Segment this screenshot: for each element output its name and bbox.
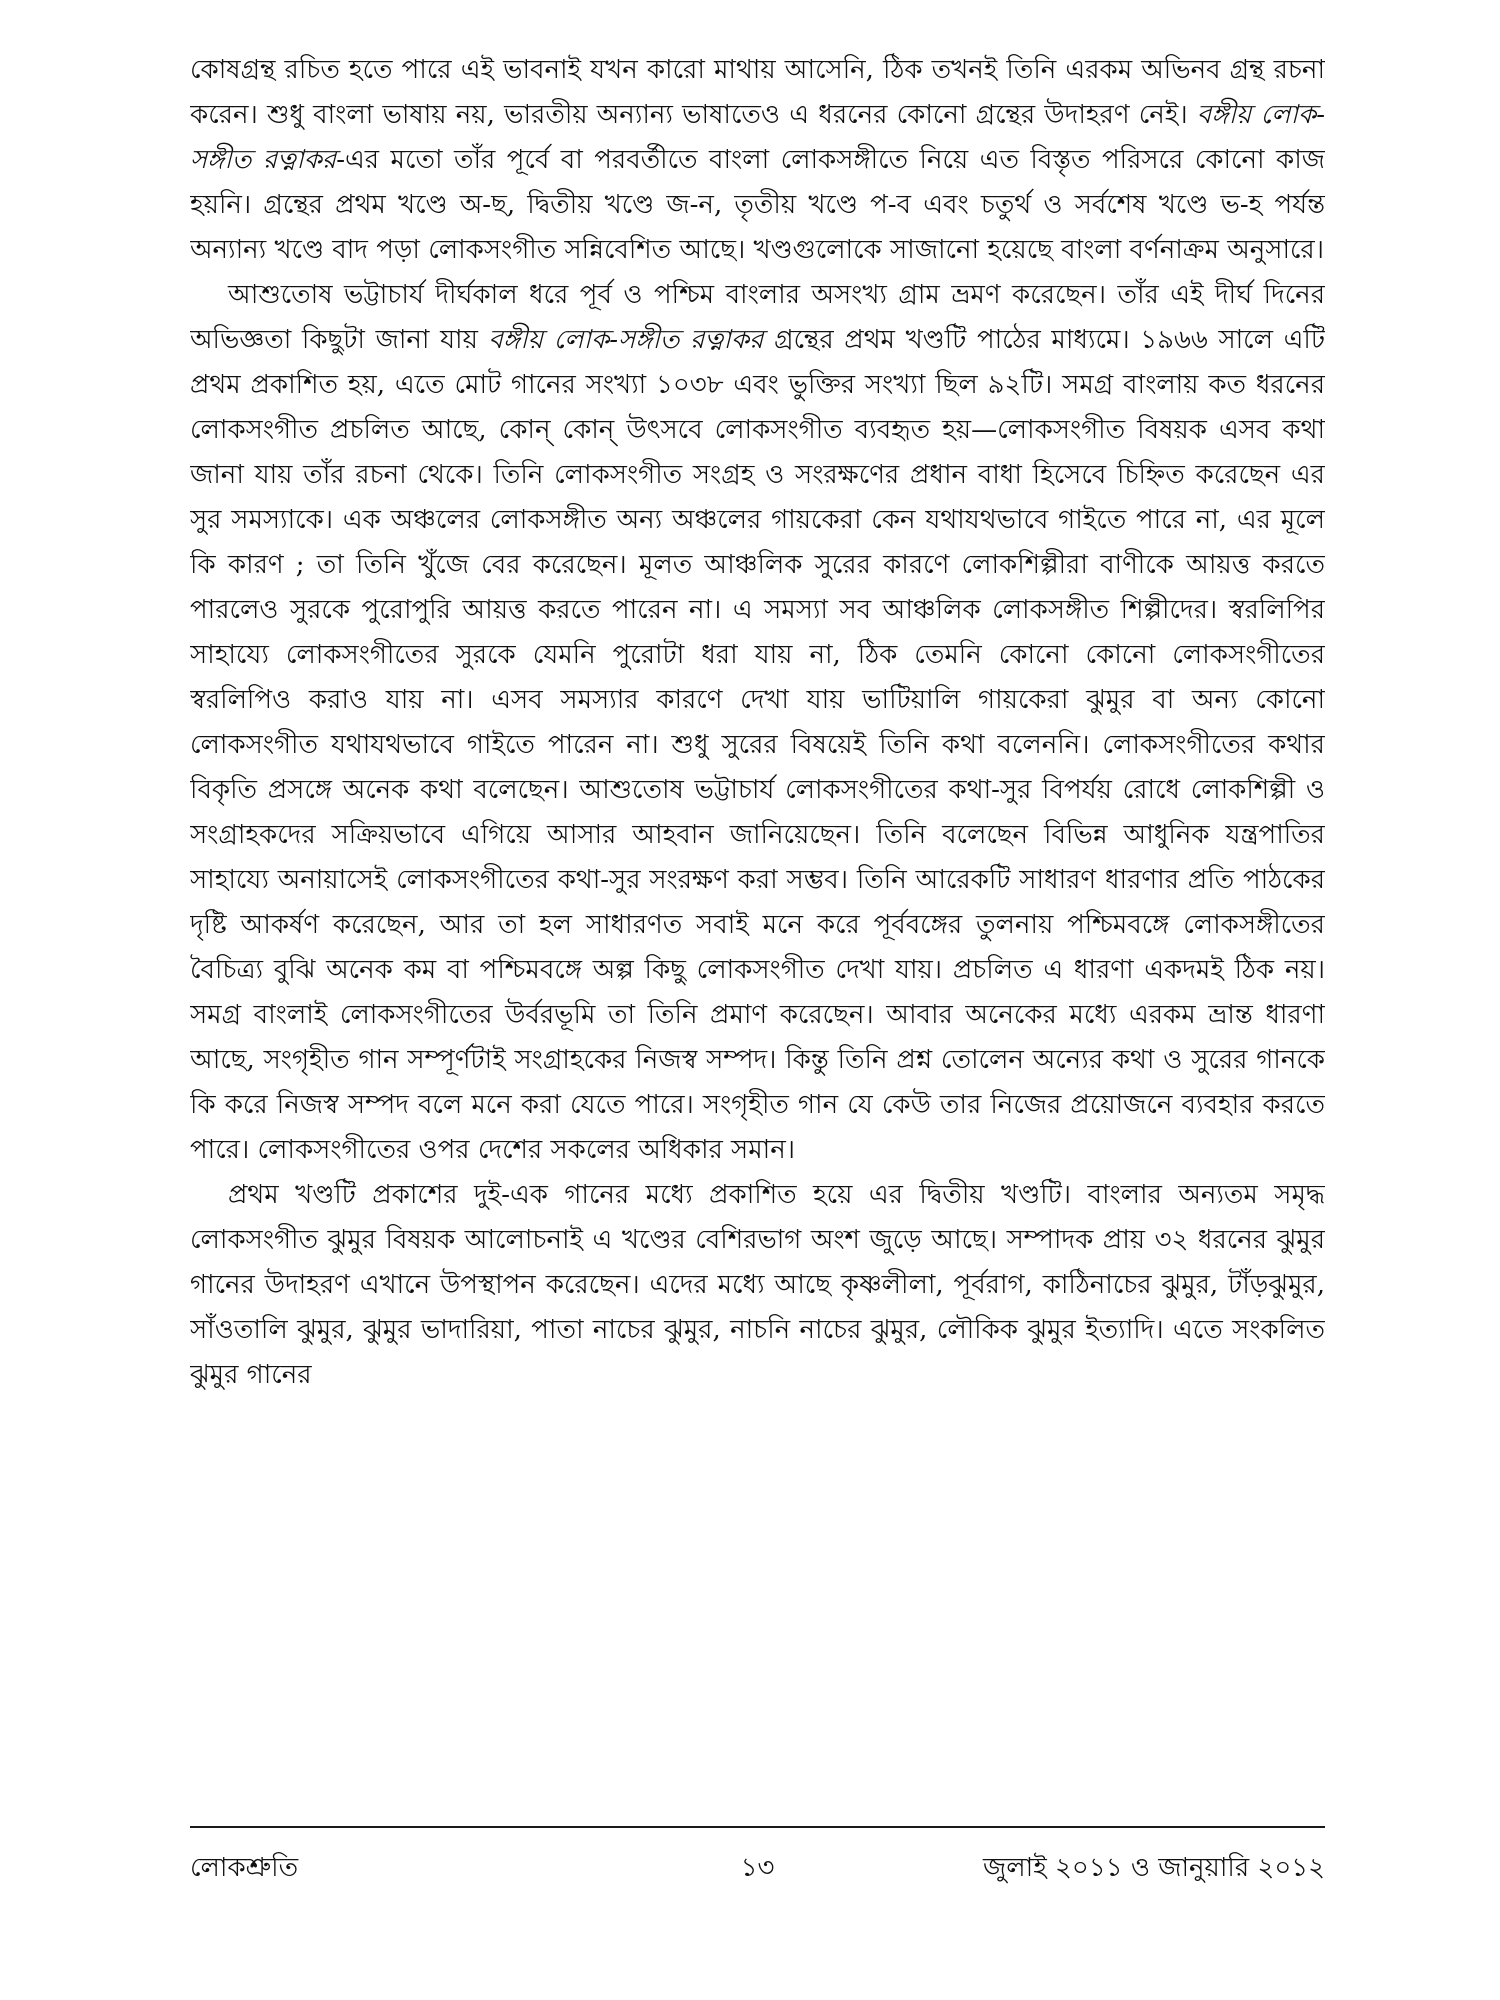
paragraph-1 — [190, 48, 1325, 273]
paragraph-1-text-a: কোষগ্রন্থ রচিত হতে পারে এই ভাবনাই যখন কারো মাথায় আসেনি, ঠিক তখনই তিনি এরকম অভিনব গ্রন্থ রচনা করেন। শুধু বাংলা ভাষায় নয়, ভারতীয় অন্যান্য ভাষাতেও এ ধরনের কোনো গ্রন্থের উদাহরণ নেই। — [190, 55, 1325, 130]
paragraph-3-text: প্রথম খণ্ডটি প্রকাশের দুই-এক গানের মধ্যে প্রকাশিত হয়ে এর দ্বিতীয় খণ্ডটি। বাংলার অন্যতম সমৃদ্ধ লোকসংগীত ঝুমুর বিষয়ক আলোচনাই এ খণ্ডের বেশিরভাগ অংশ জুড়ে আছে। সম্পাদক প্রায় ৩২ ধরনের ঝুমুর গানের উদাহরণ এখানে উপস্থাপন করেছেন। এদের মধ্যে আছে কৃষ্ণলীলা, পূর্বরাগ, কাঠিনাচের ঝুমুর, টাঁড়ঝুমুর, সাঁওতালি ঝুমুর, ঝুমুর ভাদারিয়া, পাতা নাচের ঝুমুর, নাচনি নাচের ঝুমুর, লৌকিক ঝুমুর ইত্যাদি। এতে সংকলিত ঝুমুর গানের — [190, 1180, 1325, 1390]
footer-issue-date: জুলাই ২০১১ ও জানুয়ারি ২০১২ — [983, 1853, 1325, 1883]
paragraph-3 — [190, 1173, 1325, 1398]
page-footer — [190, 1846, 1325, 1896]
book-title-italic: বঙ্গীয় লোক-সঙ্গীত রত্নাকর — [488, 325, 764, 355]
footer-journal-name: লোকশ্রুতি — [190, 1853, 299, 1883]
body-text — [190, 48, 1325, 1813]
paragraph-1-text-b: -এর মতো তাঁর পূর্বে বা পরবর্তীতে বাংলা লোকসঙ্গীতে নিয়ে এত বিস্তৃত পরিসরে কোনো কাজ হয়নি। গ্রন্থের প্রথম খণ্ডে অ-ছ, দ্বিতীয় খণ্ডে জ-ন, তৃতীয় খণ্ডে প-ব এবং চতুর্থ ও সর্বশেষ খণ্ডে ভ-হ পর্যন্ত অন্যান্য খণ্ডে বাদ পড়া লোকসংগীত সন্নিবেশিত আছে। খণ্ডগুলোকে সাজানো হয়েছে বাংলা বর্ণনাক্রম অনুসারে। — [190, 145, 1325, 265]
book-title-italic: বঙ্গীয় লোক-সঙ্গীত রত্নাকর — [190, 100, 1325, 175]
footer-rule — [190, 1826, 1325, 1828]
document-page — [190, 48, 1325, 1928]
footer-page-number: ১৩ — [740, 1853, 775, 1883]
paragraph-2-text-a: আশুতোষ ভট্টাচার্য দীর্ঘকাল ধরে পূর্ব ও পশ্চিম বাংলার অসংখ্য গ্রাম ভ্রমণ করেছেন। তাঁর এই দীর্ঘ দিনের অভিজ্ঞতা কিছুটা জানা যায় — [190, 280, 1325, 355]
paragraph-2 — [190, 273, 1325, 1173]
paragraph-2-text-b: গ্রন্থের প্রথম খণ্ডটি পাঠের মাধ্যমে। ১৯৬৬ সালে এটি প্রথম প্রকাশিত হয়, এতে মোট গানের সংখ্যা ১০৩৮ এবং ভুক্তির সংখ্যা ছিল ৯২টি। সমগ্র বাংলায় কত ধরনের লোকসংগীত প্রচলিত আছে, কোন্‌ কোন্‌ উৎসবে লোকসংগীত ব্যবহৃত হয়—লোকসংগীত বিষয়ক এসব কথা জানা যায় তাঁর রচনা থেকে। তিনি লোকসংগীত সংগ্রহ ও সংরক্ষণের প্রধান বাধা হিসেবে চিহ্নিত করেছেন এর সুর সমস্যাকে। এক অঞ্চলের লোকসঙ্গীত অন্য অঞ্চলের গায়কেরা কেন যথাযথভাবে গাইতে পারে না, এর মূলে কি কারণ ; তা তিনি খুঁজে বের করেছেন। মূলত আঞ্চলিক সুরের কারণে লোকশিল্পীরা বাণীকে আয়ত্ত করতে পারলেও সুরকে পুরোপুরি আয়ত্ত করতে পারেন না। এ সমস্যা সব আঞ্চলিক লোকসঙ্গীত শিল্পীদের। স্বরলিপির সাহায্যে লোকসংগীতের সুরকে যেমনি পুরোটা ধরা যায় না, ঠিক তেমনি কোনো কোনো লোকসংগীতের স্বরলিপিও করাও যায় না। এসব সমস্যার কারণে দেখা যায় ভাটিয়ালি গায়কেরা ঝুমুর বা অন্য কোনো লোকসংগীত যথাযথভাবে গাইতে পারেন না। শুধু সুরের বিষয়েই তিনি কথা বলেননি। লোকসংগীতের কথার বিকৃতি প্রসঙ্গে অনেক কথা বলেছেন। আশুতোষ ভট্টাচার্য লোকসংগীতের কথা-সুর বিপর্যয় রোধে লোকশিল্পী ও সংগ্রাহকদের সক্রিয়ভাবে এগিয়ে আসার আহবান জানিয়েছেন। তিনি বলেছেন বিভিন্ন আধুনিক যন্ত্রপাতির সাহায্যে অনায়াসেই লোকসংগীতের কথা-সুর সংরক্ষণ করা সম্ভব। তিনি আরেকটি সাধারণ ধারণার প্রতি পাঠকের দৃষ্টি আকর্ষণ করেছেন, আর তা হল সাধারণত সবাই মনে করে পূর্ববঙ্গের তুলনায় পশ্চিমবঙ্গে লোকসঙ্গীতের বৈচিত্র্য বুঝি অনেক কম বা পশ্চিমবঙ্গে অল্প কিছু লোকসংগীত দেখা যায়। প্রচলিত এ ধারণা একদমই ঠিক নয়। সমগ্র বাংলাই লোকসংগীতের উর্বরভূমি তা তিনি প্রমাণ করেছেন। আবার অনেকের মধ্যে এরকম ভ্রান্ত ধারণা আছে, সংগৃহীত গান সম্পূর্ণটাই সংগ্রাহকের নিজস্ব সম্পদ। কিন্তু তিনি প্রশ্ন তোলেন অন্যের কথা ও সুরের গানকে কি করে নিজস্ব সম্পদ বলে মনে করা যেতে পারে। সংগৃহীত গান যে কেউ তার নিজের প্রয়োজনে ব্যবহার করতে পারে। লোকসংগীতের ওপর দেশের সকলের অধিকার সমান। — [190, 325, 1325, 1165]
